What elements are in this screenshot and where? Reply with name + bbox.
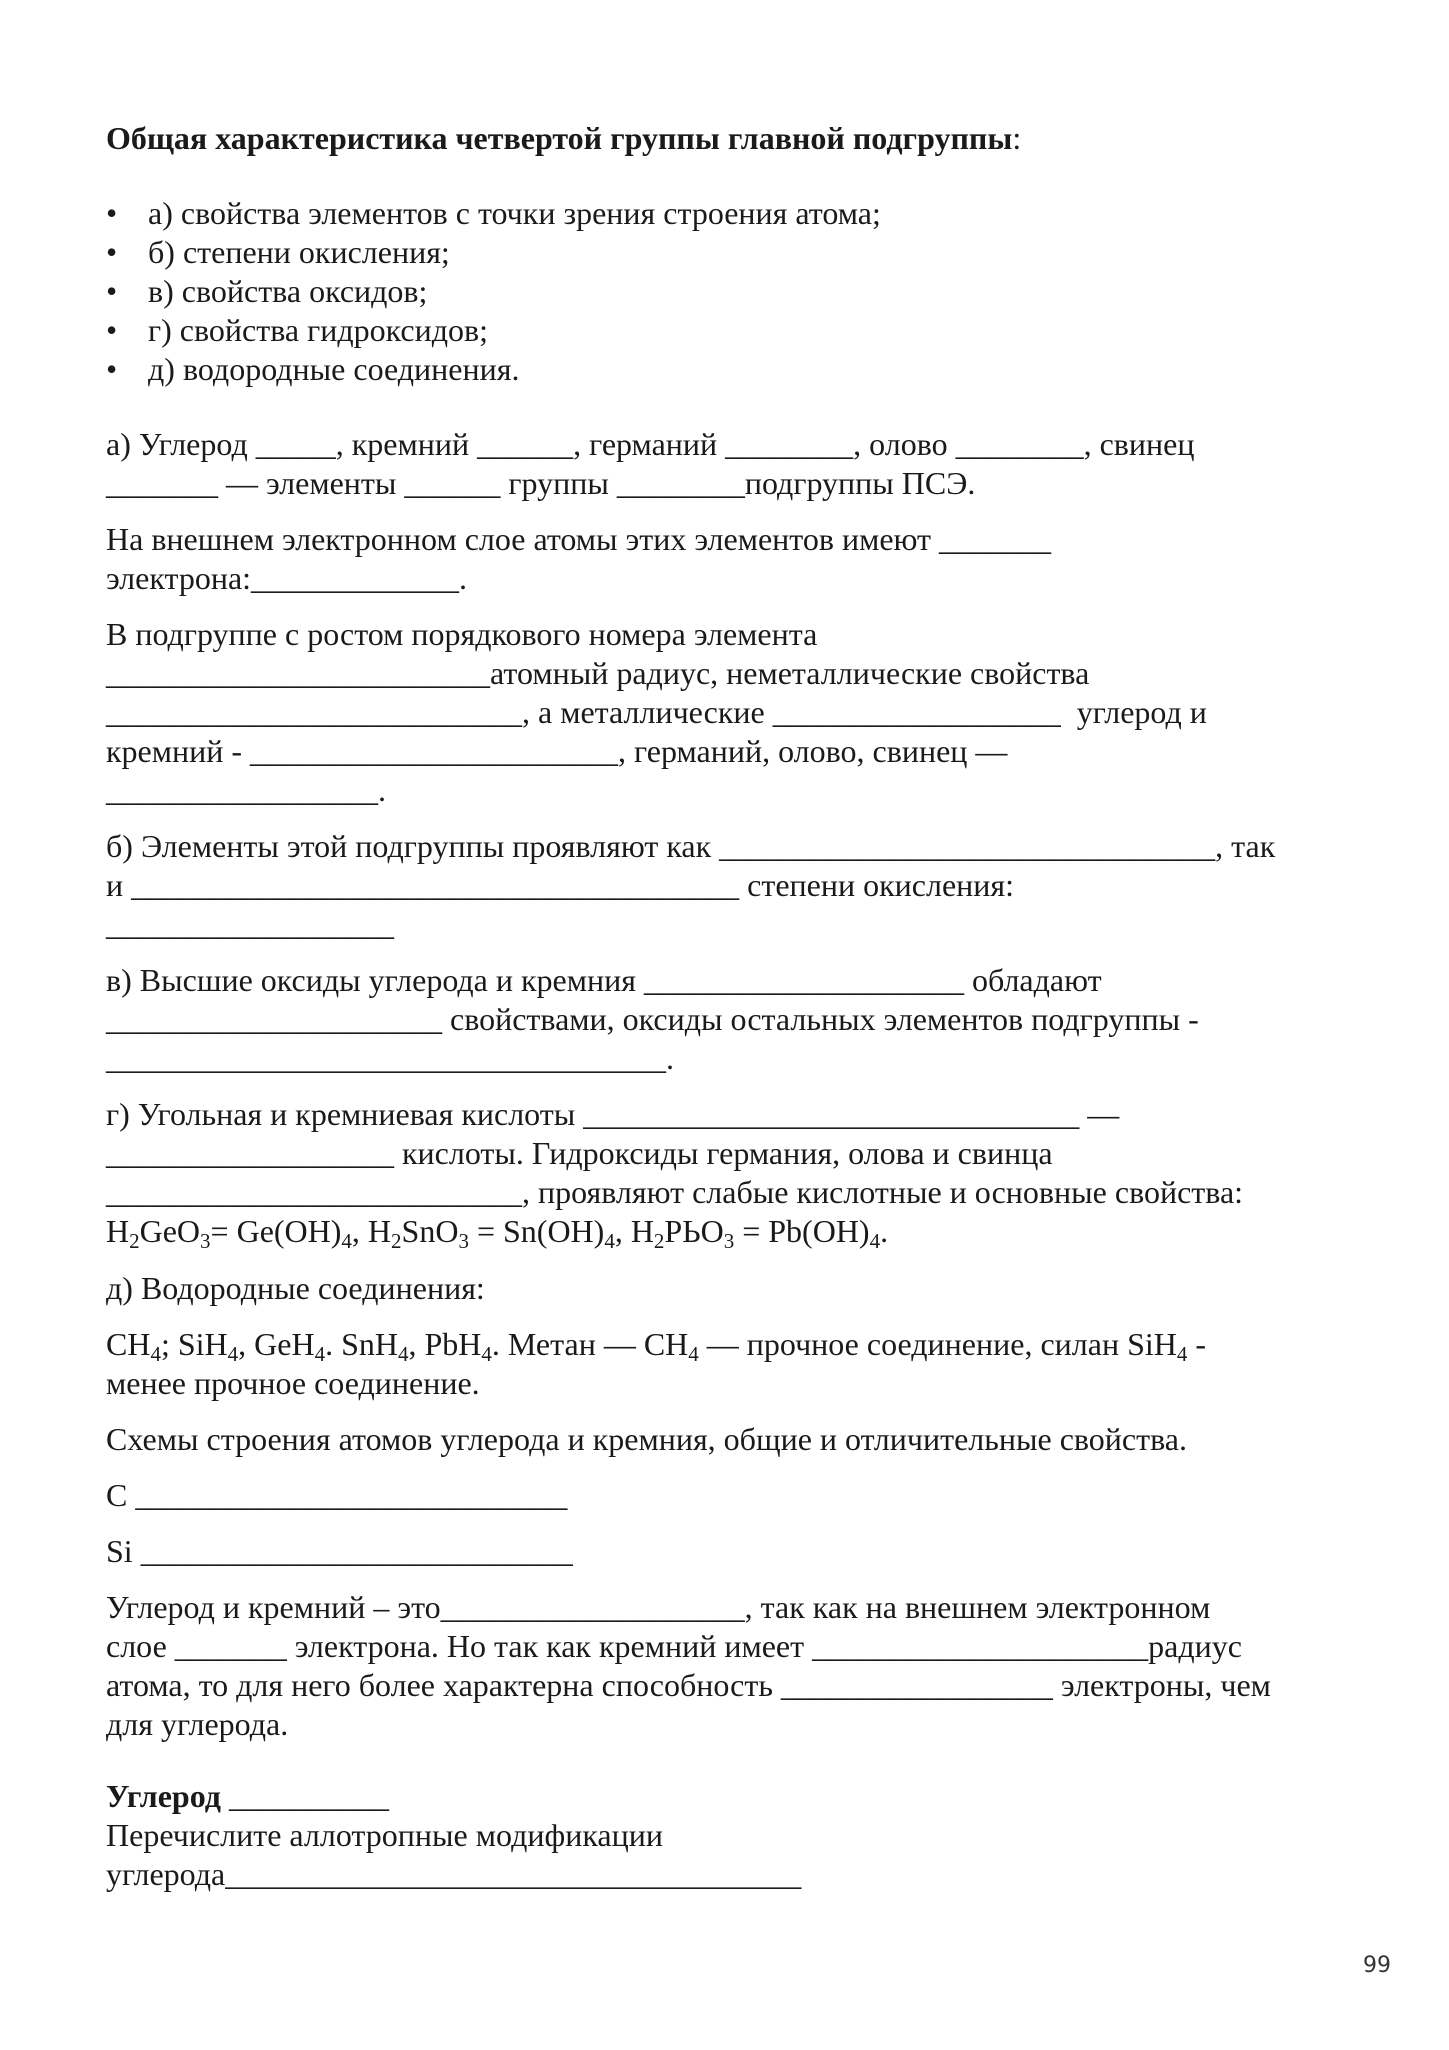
formula-h2pbo3 <box>630 1213 889 1253</box>
page-number: 99 <box>1363 1953 1391 1978</box>
formula-part: = Pb(OH) <box>734 1213 870 1249</box>
para-v-line-2: _____________________ свойствами, оксиды остальных элементов подгруппы - <box>106 1001 1199 1037</box>
formula-part: , <box>408 1326 425 1362</box>
formula-part: . <box>325 1326 342 1362</box>
bullet-icon: • <box>106 312 118 348</box>
para-a-line-1: а) Углерод _____, кремний ______, германий ________, олово ________, свинец <box>106 426 1195 462</box>
para-g-line-1: г) Угольная и кремниевая кислоты _______________________________ — <box>106 1096 1120 1132</box>
para-cs-line-1: Углерод и кремний – это___________________, так как на внешнем электронном <box>106 1589 1211 1625</box>
para-b-line-1: б) Элементы этой подгруппы проявляют как _______________________________, так <box>106 828 1276 864</box>
list-item-text: г) свойства гидроксидов; <box>148 312 488 348</box>
para-cs-line-2: слое _______ электрона. Но так как кремний имеет _____________________радиус <box>106 1628 1242 1664</box>
bullet-icon: • <box>106 234 118 270</box>
formula-h2geo3 <box>106 1213 368 1253</box>
formula-subscript: 4 <box>688 1342 699 1366</box>
section-title <box>106 118 1021 158</box>
formula-subscript: 2 <box>129 1229 140 1253</box>
formula-part: = Ge(OH) <box>210 1213 342 1249</box>
hydrides-line-1 <box>106 1324 1206 1364</box>
formula-subscript: 4 <box>397 1342 409 1366</box>
hydrides-line-2: менее прочное соединение. <box>106 1365 480 1401</box>
formula-part: . <box>880 1213 889 1249</box>
formula-part: GeO <box>139 1213 201 1249</box>
formula-part: PЬO <box>664 1213 724 1249</box>
formula-snh4 <box>341 1326 425 1366</box>
formula-ch4-methane <box>643 1326 1128 1366</box>
section-title-colon: : <box>1012 120 1022 156</box>
formula-part: , <box>351 1213 368 1249</box>
formula-subscript: 3 <box>723 1229 735 1253</box>
formula-pbh4 <box>424 1326 644 1366</box>
formula-subscript: 3 <box>458 1229 469 1253</box>
formula-line <box>106 1211 888 1251</box>
formula-subscript: 3 <box>200 1229 211 1253</box>
list-item-text: в) свойства оксидов; <box>148 273 428 309</box>
formula-part: . Метан — <box>491 1326 644 1362</box>
carbon-heading-text: Углерод <box>106 1778 221 1814</box>
formula-subscript: 4 <box>227 1342 239 1366</box>
para-v-line-1: в) Высшие оксиды углерода и кремния ____________________ обладают <box>106 962 1102 998</box>
section-title-text: Общая характеристика четвертой группы главной подгруппы <box>106 120 1013 156</box>
formula-subscript: 4 <box>604 1229 615 1253</box>
para-sub-line-1: В подгруппе с ростом порядкового номера элемента <box>106 616 818 652</box>
para-outer-line-2: электрона:_____________. <box>106 560 468 596</box>
schemes-line: Схемы строения атомов углерода и кремния, общие и отличительные свойства. <box>106 1421 1187 1457</box>
formula-part: SiH <box>177 1326 228 1362</box>
para-sub-line-4: кремний - _______________________, германий, олово, свинец — <box>106 733 1008 769</box>
para-sub-line-2: ________________________атомный радиус, неметаллические свойства <box>106 655 1090 691</box>
carbon-heading <box>106 1776 389 1816</box>
formula-subscript: 4 <box>341 1229 352 1253</box>
list-item-text: д) водородные соединения. <box>148 351 520 387</box>
formula-part: , <box>238 1326 255 1362</box>
formula-part: H <box>106 1213 130 1249</box>
list-item-text: а) свойства элементов с точки зрения строения атома; <box>148 195 881 231</box>
bullet-icon: • <box>106 273 118 309</box>
formula-subscript: 4 <box>481 1342 492 1366</box>
formula-part: — прочное соединение, силан <box>698 1326 1128 1362</box>
formula-subscript: 4 <box>150 1342 161 1366</box>
para-cs-line-3: атома, то для него более характерна способность _________________ электроны, чем <box>106 1667 1271 1703</box>
formula-sih4-silane <box>1127 1326 1207 1366</box>
formula-part: SnH <box>341 1326 398 1362</box>
formula-part: = Sn(OH) <box>468 1213 605 1249</box>
para-v-line-3: ___________________________________. <box>106 1040 674 1076</box>
formula-ch4 <box>106 1326 178 1366</box>
bullet-icon: • <box>106 195 118 231</box>
formula-subscript: 4 <box>869 1229 881 1253</box>
bullet-icon: • <box>106 351 118 387</box>
list-item-text: б) степени окисления; <box>148 234 450 270</box>
formula-part: ; <box>160 1326 178 1362</box>
formula-part: GeH <box>254 1326 315 1362</box>
formula-part: CH <box>643 1326 689 1362</box>
formula-part: H <box>367 1213 392 1249</box>
silicon-blank-line: Si ___________________________ <box>106 1533 573 1569</box>
formula-part: CH <box>106 1326 151 1362</box>
formula-subscript: 2 <box>653 1229 665 1253</box>
formula-part: , <box>614 1213 631 1249</box>
formula-sih4 <box>177 1326 255 1366</box>
para-g-line-2: __________________ кислоты. Гидроксиды германия, олова и свинца <box>106 1135 1053 1171</box>
formula-geh4 <box>254 1326 342 1366</box>
para-b-line-2: и ______________________________________ степени окисления: <box>106 867 1014 903</box>
para-sub-line-5: _________________. <box>106 772 386 808</box>
formula-h2sno3 <box>367 1213 631 1253</box>
formula-subscript: 4 <box>1176 1342 1188 1366</box>
formula-subscript: 4 <box>314 1342 326 1366</box>
formula-part: SiH <box>1127 1326 1177 1362</box>
para-d-heading: д) Водородные соединения: <box>106 1270 485 1306</box>
para-g-line-3: __________________________, проявляют слабые кислотные и основные свойства: <box>106 1174 1244 1210</box>
formula-part: H <box>630 1213 654 1249</box>
para-cs-line-4: для углерода. <box>106 1706 289 1742</box>
formula-part: SnO <box>401 1213 459 1249</box>
allotropes-line-2: углерода____________________________________ <box>106 1856 802 1892</box>
formula-part: - <box>1187 1326 1207 1362</box>
para-outer-line-1: На внешнем электронном слое атомы этих элементов имеют _______ <box>106 521 1051 557</box>
para-b-line-3: __________________ <box>106 906 394 942</box>
carbon-heading-blank: __________ <box>220 1778 389 1814</box>
formula-part: PbH <box>424 1326 482 1362</box>
formula-subscript: 2 <box>391 1229 402 1253</box>
carbon-blank-line: C ___________________________ <box>106 1477 568 1513</box>
allotropes-line-1: Перечислите аллотропные модификации <box>106 1817 663 1853</box>
para-a-line-2: _______ — элементы ______ группы ________подгруппы ПСЭ. <box>106 465 976 501</box>
para-sub-line-3: __________________________, а металлические __________________ углерод и <box>106 694 1207 730</box>
